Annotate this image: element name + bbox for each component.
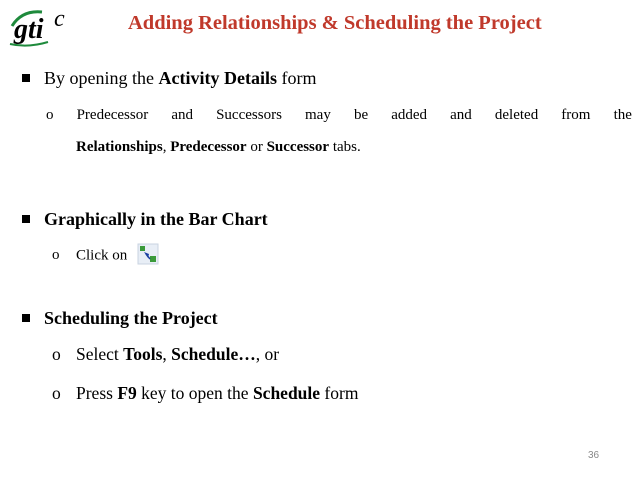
slide-title: Adding Relationships & Scheduling the Project	[128, 12, 542, 34]
sub-bullet-text: Select	[76, 344, 124, 364]
sub-bullet-select-tools	[52, 344, 279, 365]
sub-bullet-predecessor-line2	[76, 139, 361, 156]
bullet-text: By opening the	[44, 68, 159, 88]
sub-bullet-click-on	[52, 245, 159, 267]
square-bullet-icon	[22, 74, 30, 82]
word: Successors	[216, 107, 282, 123]
successor-tab-label: Successor	[266, 139, 330, 155]
relationships-tab-label: Relationships	[76, 139, 163, 155]
tools-menu-label: Tools	[123, 344, 163, 364]
bullet-bold-text: Activity Details	[158, 68, 277, 88]
separator: ,	[162, 344, 172, 364]
connector-text: or	[246, 139, 267, 155]
trailing-text: , or	[255, 344, 280, 364]
word: be	[353, 107, 369, 123]
word: Predecessor	[76, 107, 149, 123]
separator: ,	[162, 139, 171, 155]
circle-bullet: o	[52, 247, 60, 264]
bullet-graphically	[22, 209, 268, 230]
circle-bullet: o	[52, 344, 61, 364]
word: from	[561, 107, 591, 123]
square-bullet-icon	[22, 314, 30, 322]
schedule-menu-label: Schedule…	[171, 344, 256, 364]
sub-bullet-press-f9	[52, 383, 358, 404]
circle-bullet: o	[46, 107, 54, 123]
bullet-text: Scheduling the Project	[44, 308, 218, 328]
svg-text:c: c	[54, 6, 65, 32]
page-number: 36	[588, 450, 600, 461]
sub-bullet-text: key to open the	[136, 383, 253, 403]
word: may	[305, 107, 331, 123]
word: and	[450, 107, 472, 123]
sub-bullet-predecessor-line1	[46, 107, 632, 124]
word: and	[171, 107, 193, 123]
word: the	[613, 107, 632, 123]
predecessor-tab-label: Predecessor	[170, 139, 247, 155]
f9-key-label: F9	[117, 383, 137, 403]
sub-bullet-text: Click on	[76, 247, 128, 264]
gtic-logo	[8, 4, 78, 48]
schedule-form-label: Schedule	[252, 383, 321, 403]
assign-relationship-icon	[137, 243, 159, 265]
svg-text:gti: gti	[14, 14, 44, 45]
bullet-text: Graphically in the Bar Chart	[44, 209, 268, 229]
bullet-scheduling	[22, 308, 218, 329]
word: deleted	[494, 107, 539, 123]
word: added	[391, 107, 428, 123]
bullet-text: form	[276, 68, 317, 88]
trailing-text: tabs.	[329, 139, 361, 155]
square-bullet-icon	[22, 215, 30, 223]
bullet-activity-details	[22, 68, 316, 89]
trailing-text: form	[320, 383, 359, 403]
sub-bullet-text: Press	[76, 383, 118, 403]
circle-bullet: o	[52, 383, 61, 403]
